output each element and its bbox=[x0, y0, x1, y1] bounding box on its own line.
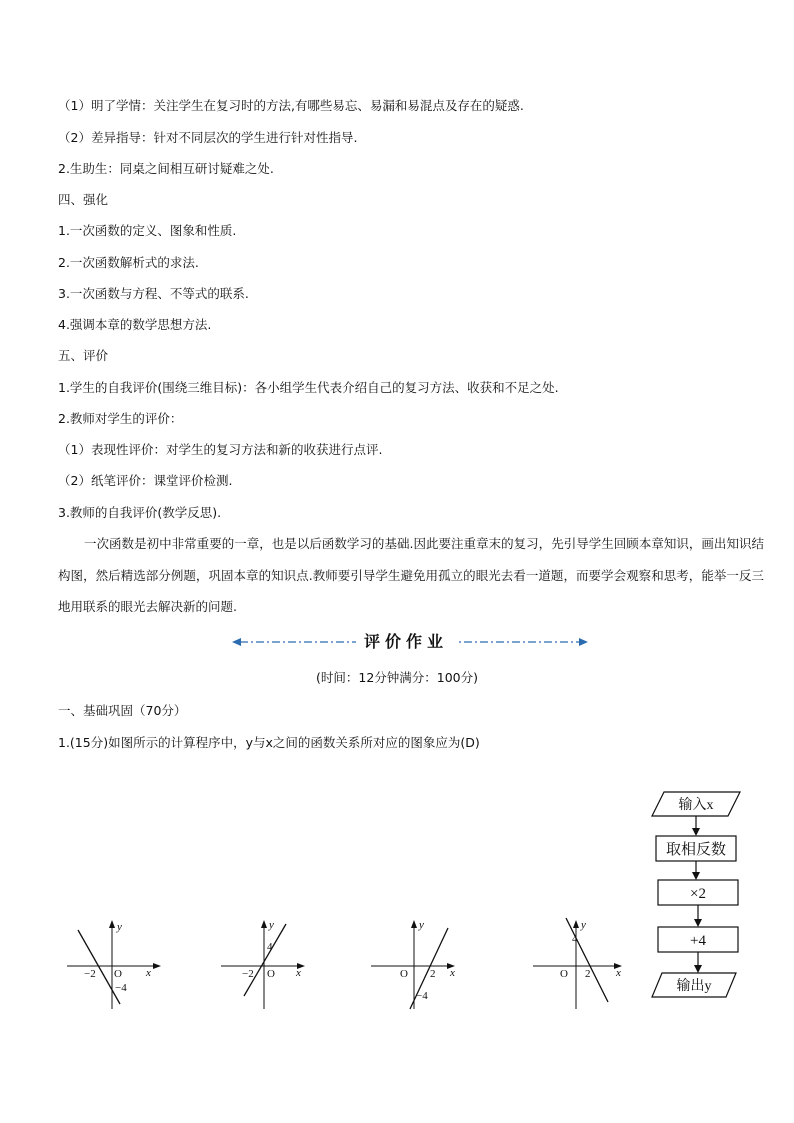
flowchart-step2-label: ×2 bbox=[690, 886, 706, 902]
graph-x-label: x bbox=[296, 967, 301, 979]
graph-option-b bbox=[216, 914, 321, 1014]
flowchart-step3-label: +4 bbox=[690, 933, 706, 949]
text-line: （2）纸笔评价：课堂评价检测. bbox=[58, 473, 233, 488]
graph-origin-label: O bbox=[400, 968, 408, 980]
graph-intercept-label: 2 bbox=[430, 968, 436, 980]
flowchart-input-label: 输入x bbox=[678, 798, 714, 813]
graph-option-c bbox=[366, 914, 471, 1014]
flowchart bbox=[648, 788, 744, 1004]
text-line: 2.一次函数解析式的求法. bbox=[58, 255, 199, 270]
flowchart-step1-label: 取相反数 bbox=[665, 842, 727, 858]
text-line: 1.一次函数的定义、图象和性质. bbox=[58, 223, 237, 238]
text-line: 3.教师的自我评价(教学反思). bbox=[58, 505, 222, 520]
time-info: (时间：12分钟满分：100分) bbox=[315, 670, 479, 685]
graph-intercept-label: −2 bbox=[242, 968, 254, 980]
graph-y-label: y bbox=[419, 919, 424, 931]
graph-option-d bbox=[528, 914, 633, 1014]
banner-title: 评价作业 bbox=[356, 631, 456, 653]
graph-y-label: y bbox=[117, 921, 122, 933]
graph-intercept-label: −2 bbox=[84, 968, 96, 980]
graph-y-label: y bbox=[581, 919, 586, 931]
graph-y-label: y bbox=[269, 919, 274, 931]
flowchart-output-label: 输出y bbox=[676, 979, 712, 994]
section-heading: 四、强化 bbox=[58, 192, 109, 207]
summary-paragraph: 一次函数是初中非常重要的一章，也是以后函数学习的基础.因此要注重章末的复习，先引导学生回顾本章知识，画出知识结构图，然后精选部分例题，巩固本章的知识点.教师要引导学生避免用孤立的眼光去看一道题，而要学会观察和思考，能举一反三地用联系的眼光去解决新的问题. bbox=[58, 536, 764, 614]
graph-intercept-label: −4 bbox=[416, 990, 428, 1002]
graph-origin-label: O bbox=[267, 968, 275, 980]
text-line: 2.生助生：同桌之间相互研讨疑难之处. bbox=[58, 161, 274, 176]
graph-intercept-label: 2 bbox=[585, 968, 591, 980]
graph-origin-label: O bbox=[114, 968, 122, 980]
graph-x-label: x bbox=[616, 967, 621, 979]
text-line: 3.一次函数与方程、不等式的联系. bbox=[58, 286, 249, 301]
text-line: 2.教师对学生的评价： bbox=[58, 411, 183, 426]
graph-x-label: x bbox=[146, 967, 151, 979]
graph-intercept-label: −4 bbox=[115, 982, 127, 994]
text-line: （1）明了学情：关注学生在复习时的方法,有哪些易忘、易漏和易混点及存在的疑惑. bbox=[58, 98, 524, 113]
question-text: 1.(15分)如图所示的计算程序中，y与x之间的函数关系所对应的图象应为(D) bbox=[58, 735, 480, 750]
graph-x-label: x bbox=[450, 967, 455, 979]
text-line: 4.强调本章的数学思想方法. bbox=[58, 317, 212, 332]
section-heading: 五、评价 bbox=[58, 348, 109, 363]
graph-intercept-label: 4 bbox=[572, 933, 578, 945]
text-line: （1）表现性评价：对学生的复习方法和新的收获进行点评. bbox=[58, 442, 383, 457]
graph-intercept-label: 4 bbox=[267, 941, 273, 953]
section-heading: 一、基础巩固（70分） bbox=[58, 703, 187, 718]
text-line: （2）差异指导：针对不同层次的学生进行针对性指导. bbox=[58, 130, 358, 145]
graph-option-a bbox=[62, 914, 167, 1014]
graph-origin-label: O bbox=[560, 968, 568, 980]
text-line: 1.学生的自我评价(围绕三维目标)：各小组学生代表介绍自己的复习方法、收获和不足之处. bbox=[58, 380, 559, 395]
